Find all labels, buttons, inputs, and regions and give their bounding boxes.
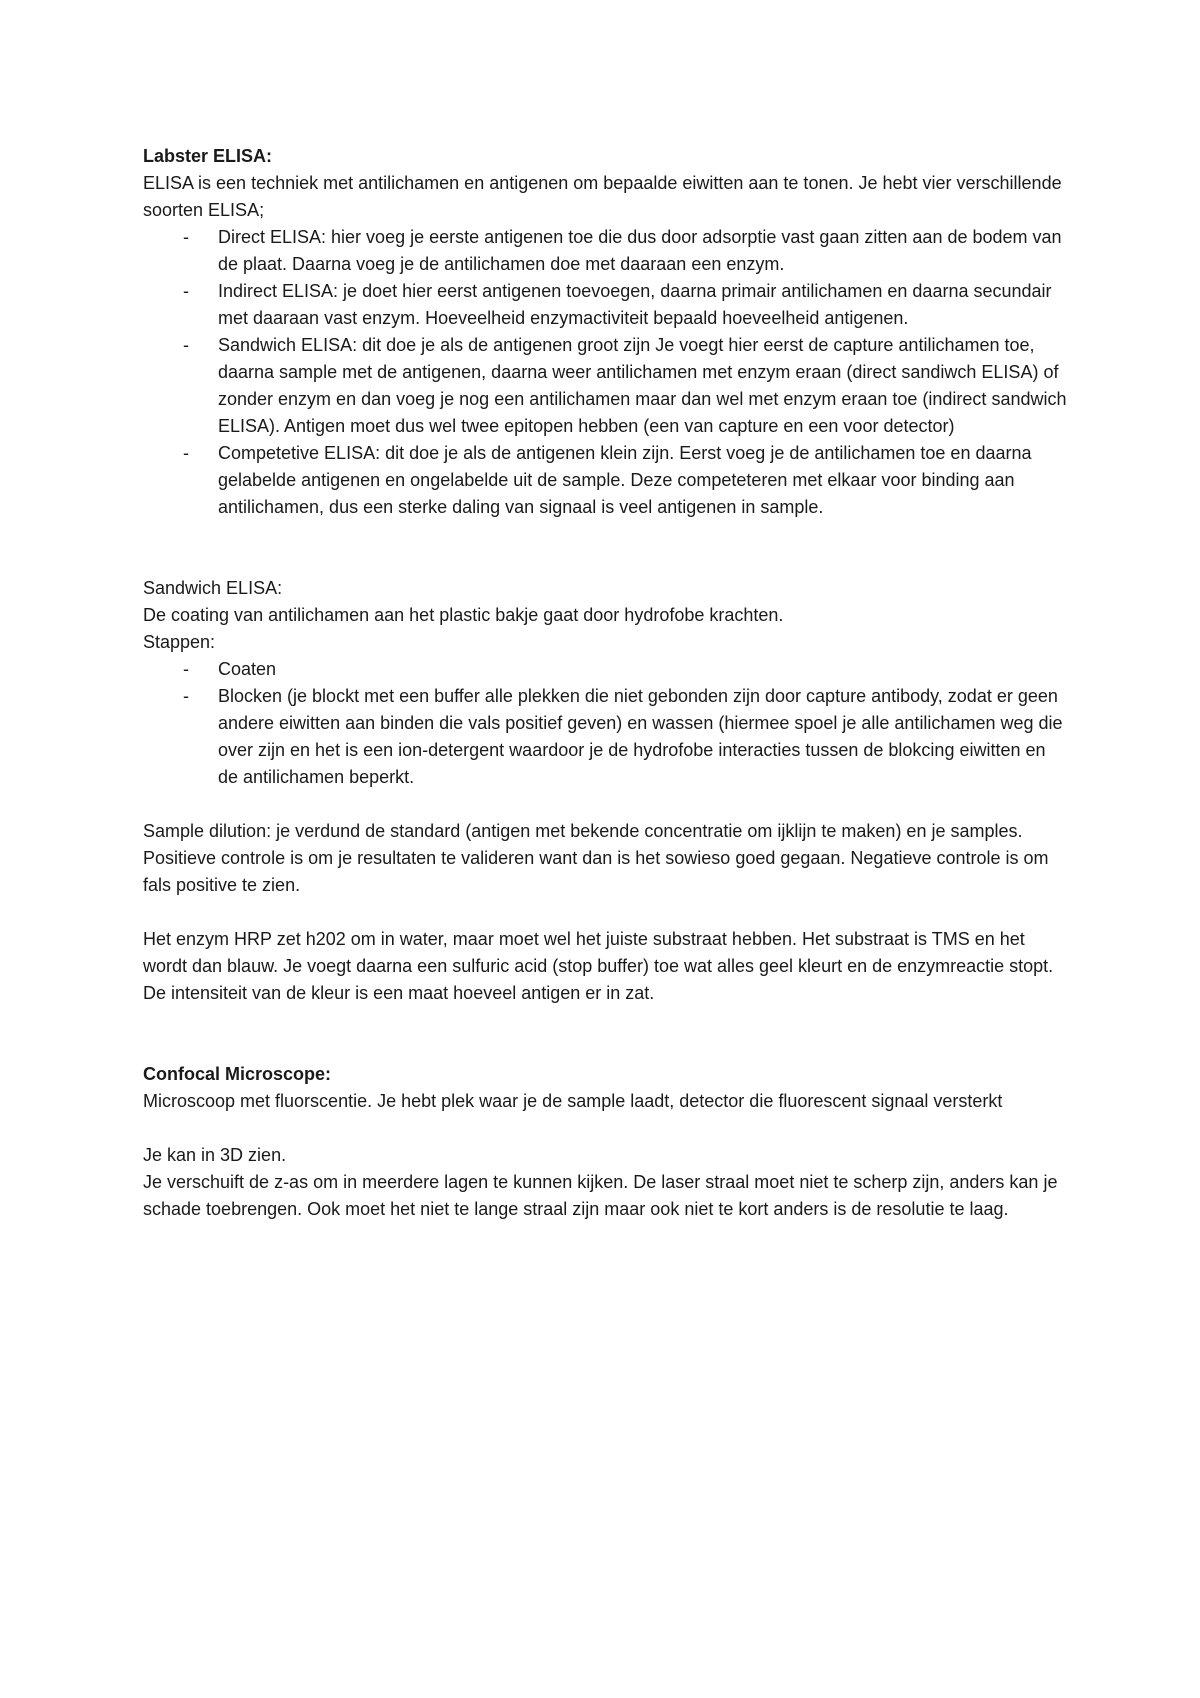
- enzyme-paragraph: Het enzym HRP zet h202 om in water, maar moet wel het juiste substraat hebben. Het substraat is TMS en het wordt dan blauw. Je voegt daarna een sulfuric acid (stop buffer) toe wat alles geel kleurt en de enzymreactie stopt. De intensiteit van de kleur is een maat hoeveel antigen er in zat.: [143, 929, 1054, 1003]
- list-item: [143, 683, 1068, 791]
- elisa-intro: ELISA is een techniek met antilichamen en antigenen om bepaalde eiwitten aan te tonen. Je hebt vier verschillende soorten ELISA;: [143, 173, 1062, 220]
- document-page: [143, 143, 1068, 1223]
- sample-dilution-paragraph: Sample dilution: je verdund de standard (antigen met bekende concentratie om ijklijn te maken) en je samples. Positieve controle is om je resultaten te valideren want dan is het sowieso goed gegaan. Negatieve controle is om fals positive te zien.: [143, 821, 1049, 895]
- list-item: [143, 656, 1068, 683]
- elisa-type-indirect: Indirect ELISA: je doet hier eerst antigenen toevoegen, daarna primair antilichamen en daarna secundair met daaraan vast enzym. Hoeveelheid enzymactiviteit bepaald hoeveelheid antigenen.: [218, 281, 1052, 328]
- bullet-dash: -: [183, 686, 189, 706]
- bullet-dash: -: [183, 335, 189, 355]
- confocal-heading: Confocal Microscope:: [143, 1064, 332, 1084]
- step-blocken: Blocken (je blockt met een buffer alle plekken die niet gebonden zijn door capture antibody, zodat er geen andere eiwitten aan binden die vals positief geven) en wassen (hiermee spoel je alle antilichamen weg die over zijn en het is een ion-detergent waardoor je de hydrofobe interacties tussen de blokcing eiwitten en de antilichamen beperkt.: [218, 686, 1063, 787]
- bullet-dash: -: [183, 443, 189, 463]
- spacer: [143, 1034, 1068, 1061]
- elisa-type-competitive: Competetive ELISA: dit doe je als de antigenen klein zijn. Eerst voeg je de antilichamen toe en daarna gelabelde antigenen en ongelabelde uit de sample. Deze competeteren met elkaar voor binding aan antilichamen, dus een sterke daling van signaal is veel antigenen in sample.: [218, 443, 1032, 517]
- spacer: [143, 899, 1068, 926]
- step-coaten: Coaten: [218, 659, 277, 679]
- spacer: [143, 1007, 1068, 1034]
- confocal-description: Microscoop met fluorscentie. Je hebt plek waar je de sample laadt, detector die fluorescent signaal versterkt: [143, 1091, 1003, 1111]
- sandwich-coating: De coating van antilichamen aan het plastic bakje gaat door hydrofobe krachten.: [143, 605, 784, 625]
- spacer: [143, 791, 1068, 818]
- bullet-dash: -: [183, 659, 189, 679]
- spacer: [143, 521, 1068, 548]
- list-item: [143, 278, 1068, 332]
- sandwich-heading: Sandwich ELISA:: [143, 578, 283, 598]
- spacer: [143, 548, 1068, 575]
- confocal-3d: Je kan in 3D zien.: [143, 1145, 287, 1165]
- bullet-dash: -: [183, 227, 189, 247]
- elisa-type-direct: Direct ELISA: hier voeg je eerste antigenen toe die dus door adsorptie vast gaan zitten aan de bodem van de plaat. Daarna voeg je de antilichamen doe met daaraan een enzym.: [218, 227, 1062, 274]
- confocal-zaxis: Je verschuift de z-as om in meerdere lagen te kunnen kijken. De laser straal moet niet te scherp zijn, anders kan je schade toebrengen. Ook moet het niet te lange straal zijn maar ook niet te kort anders is de resolutie te laag.: [143, 1172, 1058, 1219]
- elisa-type-sandwich: Sandwich ELISA: dit doe je als de antigenen groot zijn Je voegt hier eerst de capture antilichamen toe, daarna sample met de antigenen, daarna weer antilichamen met enzym eraan (direct sandiwch ELISA) of zonder enzym en dan voeg je nog een antilichamen maar dan wel met enzym eraan toe (indirect sandwich ELISA). Antigen moet dus wel twee epitopen hebben (een van capture en een voor detector): [218, 335, 1067, 436]
- sandwich-steps-list: [143, 656, 1068, 791]
- spacer: [143, 1115, 1068, 1142]
- list-item: [143, 224, 1068, 278]
- list-item: [143, 440, 1068, 521]
- elisa-types-list: [143, 224, 1068, 521]
- sandwich-steps-label: Stappen:: [143, 632, 216, 652]
- elisa-heading: Labster ELISA:: [143, 146, 273, 166]
- list-item: [143, 332, 1068, 440]
- bullet-dash: -: [183, 281, 189, 301]
